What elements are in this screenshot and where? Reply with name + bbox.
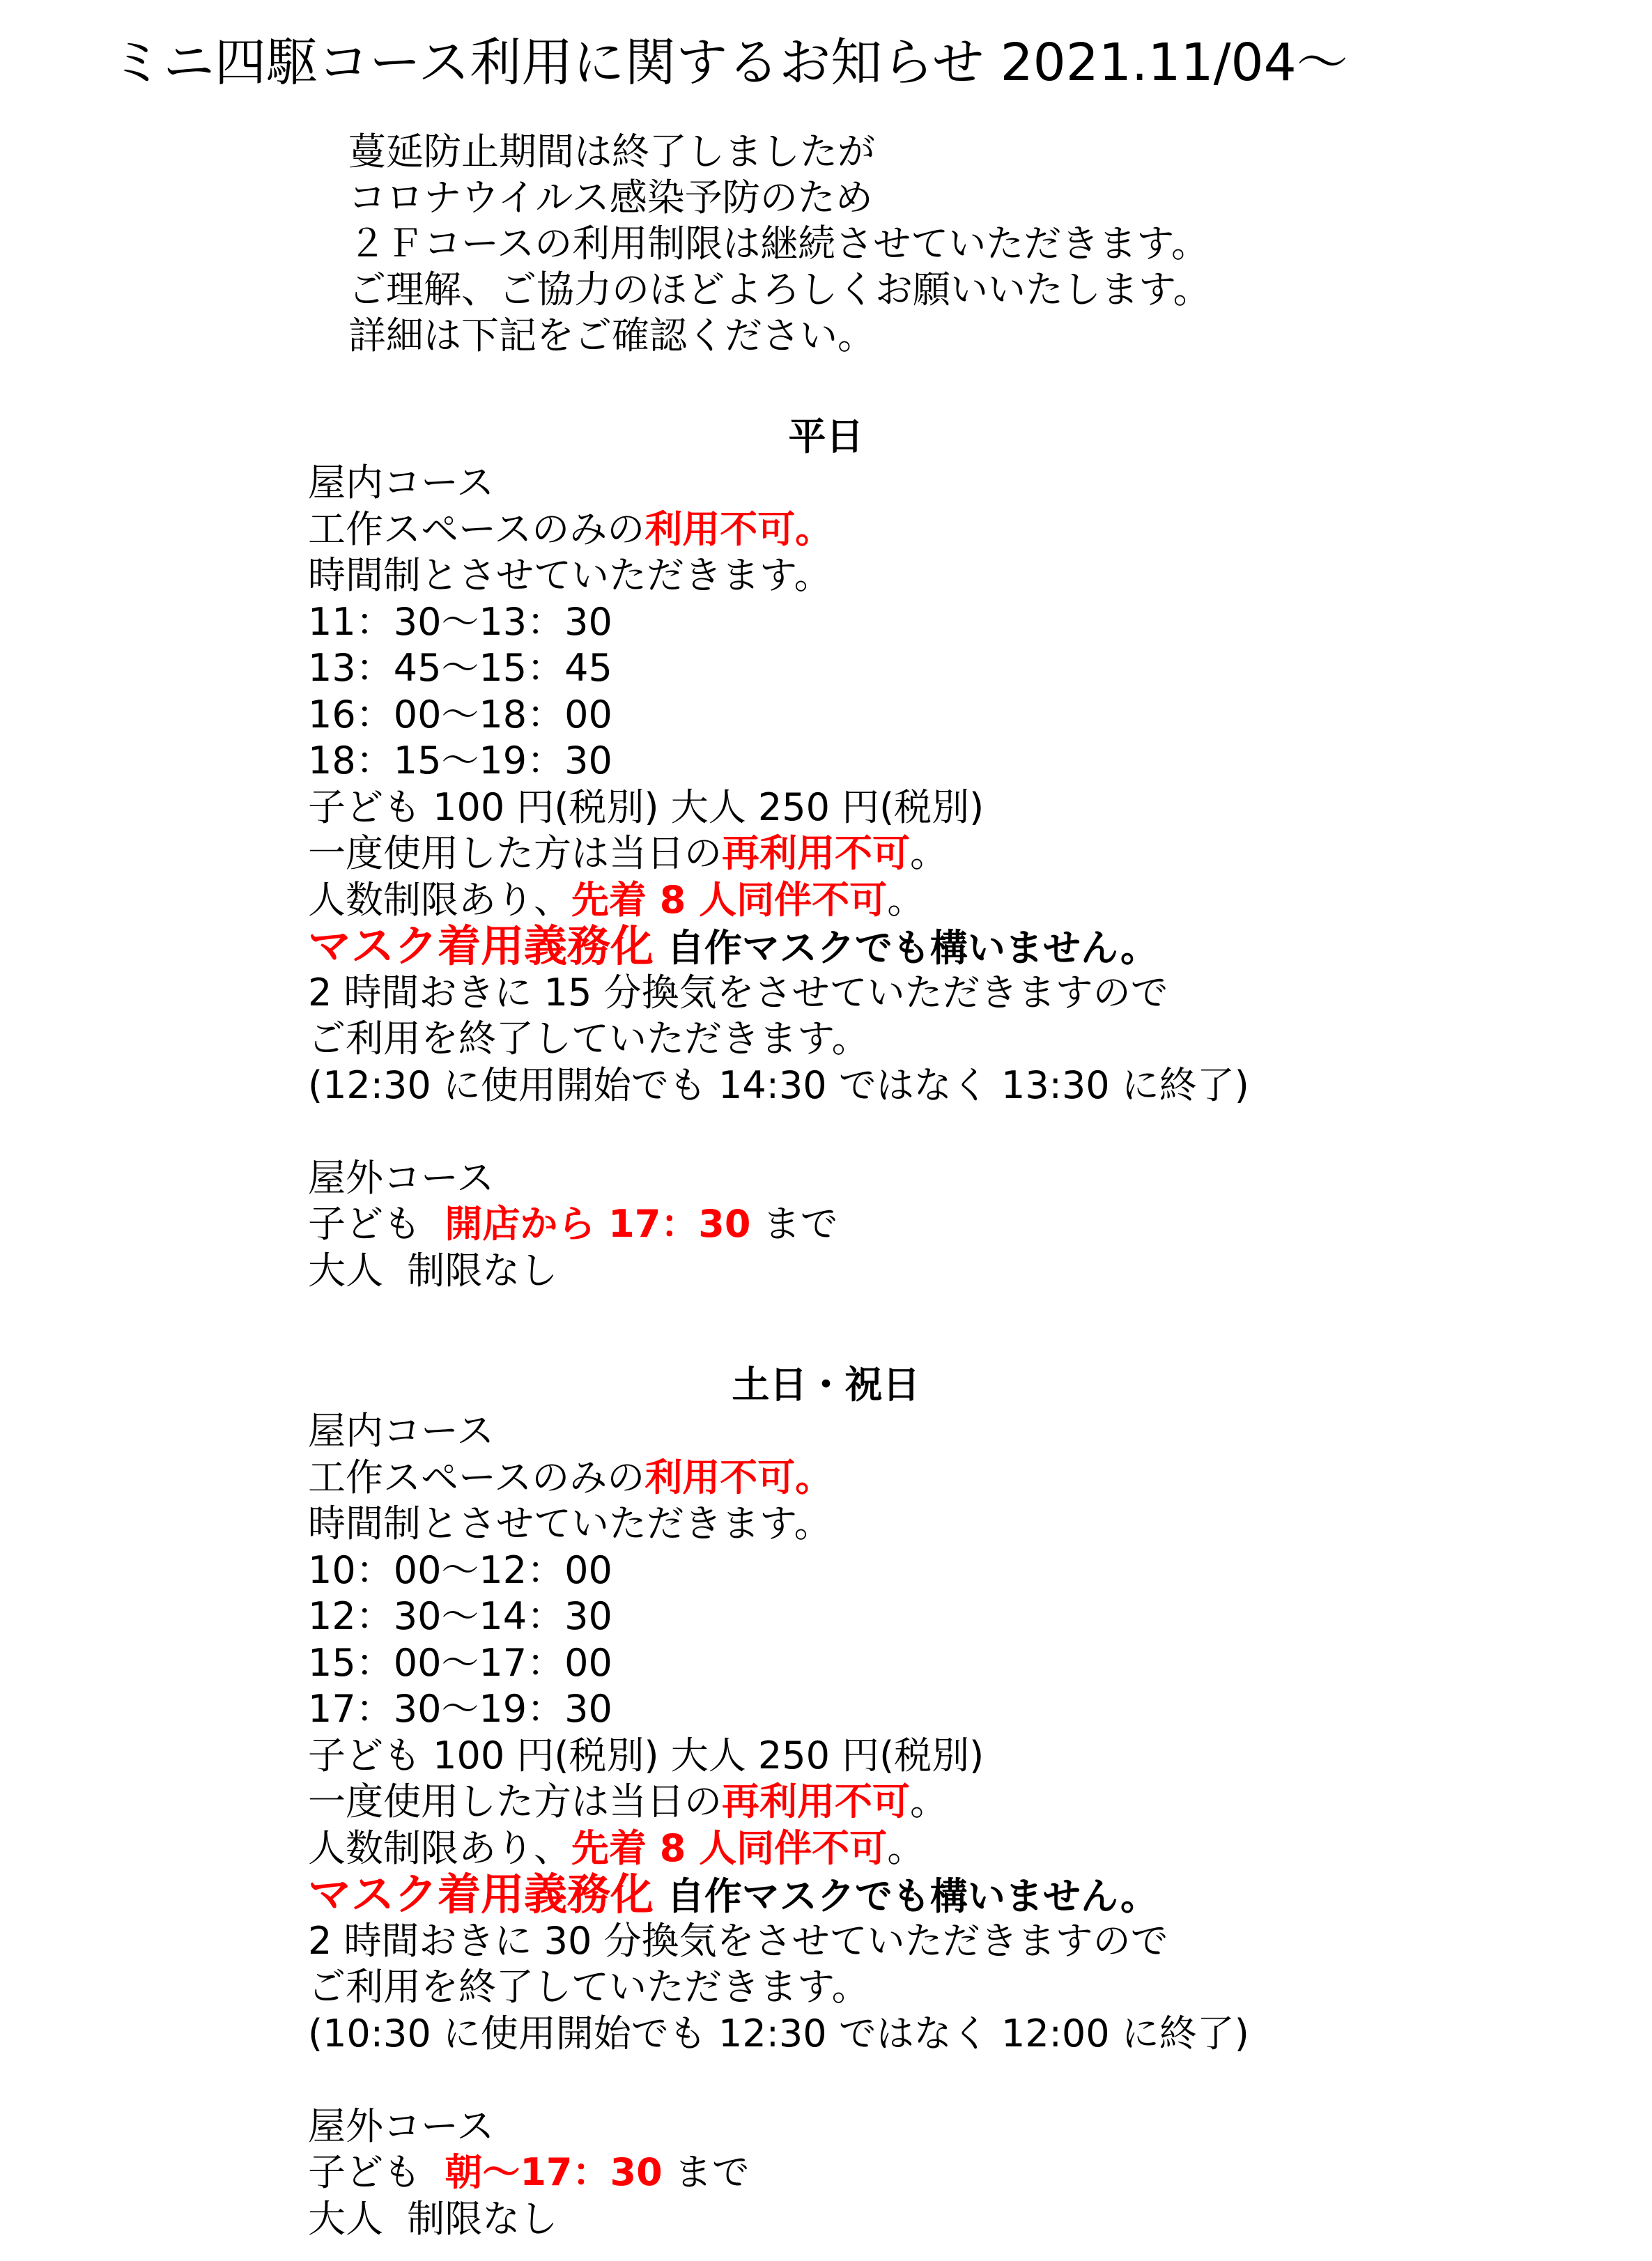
capacity-notice [308, 877, 1249, 924]
workspace-notice [308, 1455, 1249, 1502]
ventilation-notice: 2 時間おきに 30 分換気をさせていただきますので [308, 1918, 1168, 1963]
ventilation-notice: ご利用を終了していただきます。 [308, 1017, 870, 1060]
reuse-notice [308, 1779, 1249, 1826]
time-slot: 13：45～15：45 [308, 646, 612, 690]
child-suffix: まで [662, 2150, 750, 2194]
reuse-notice [308, 831, 1249, 877]
outdoor-adult: 大人 制限なし [308, 1248, 558, 1292]
capacity-limit: 先着 8 人同伴不可 [571, 1826, 888, 1870]
mask-notice [308, 1869, 1249, 1920]
time-slot: 18：15～19：30 [308, 739, 612, 782]
reuse-suffix: 。 [910, 831, 948, 875]
price: 子ども 100 円(税別) 大人 250 円(税別) [308, 1733, 985, 1777]
ventilation-notice: 2 時間おきに 15 分換気をさせていただきますので [308, 970, 1168, 1014]
intro-text [348, 129, 1211, 359]
mask-note: 自作マスクでも構いません。 [654, 1874, 1159, 1918]
capacity-notice [308, 1826, 1249, 1872]
outdoor-child [308, 1201, 1249, 1248]
ventilation-notice: ご利用を終了していただきます。 [308, 1965, 870, 2009]
reuse-text: 一度使用した方は当日の [308, 831, 722, 875]
time-slot: 12：30～14：30 [308, 1594, 612, 1638]
mask-notice [308, 920, 1249, 971]
weekday-section [308, 460, 1249, 1294]
outdoor-child [308, 2150, 1249, 2196]
intro-line: 蔓延防止期間は終了しましたが [348, 130, 875, 173]
indoor-course-label: 屋内コース [308, 1409, 495, 1453]
time-slot: 11：30～13：30 [308, 599, 612, 644]
outdoor-course-label: 屋外コース [308, 1155, 495, 1200]
capacity-suffix: 。 [887, 877, 925, 922]
outdoor-course-label: 屋外コース [308, 2104, 495, 2148]
reuse-text: 一度使用した方は当日の [308, 1780, 722, 1823]
time-slot: 15：00～17：00 [308, 1640, 612, 1685]
ventilation-example: (12:30 に使用開始でも 14:30 ではなく 13:30 に終了) [308, 1063, 1249, 1107]
intro-line: コロナウイルス感染予防のため [348, 176, 873, 219]
capacity-suffix: 。 [887, 1826, 925, 1870]
capacity-text: 人数制限あり、 [308, 1826, 571, 1870]
weekend-section [308, 1408, 1249, 2242]
reuse-unavailable: 再利用不可 [722, 831, 910, 875]
time-slot: 10：00～12：00 [308, 1548, 612, 1592]
child-text: 子ども [308, 1202, 445, 1246]
weekday-heading: 平日 [788, 415, 864, 458]
child-hours: 朝～17：30 [445, 2150, 663, 2194]
child-suffix: まで [750, 1202, 838, 1246]
timed-notice: 時間制とさせていただきます。 [308, 1502, 832, 1545]
workspace-unavailable: 利用不可。 [644, 507, 833, 551]
outdoor-adult: 大人 制限なし [308, 2196, 558, 2241]
reuse-unavailable: 再利用不可 [722, 1780, 910, 1823]
mask-required: マスク着用義務化 [308, 920, 654, 971]
intro-line: ２Ｆコースの利用制限は継続させていただきます。 [348, 222, 1209, 265]
capacity-limit: 先着 8 人同伴不可 [571, 877, 888, 922]
workspace-notice [308, 507, 1249, 553]
ventilation-example: (10:30 に使用開始でも 12:30 ではなく 12:00 に終了) [308, 2011, 1249, 2055]
mask-note: 自作マスクでも構いません。 [654, 926, 1159, 970]
capacity-text: 人数制限あり、 [308, 877, 571, 922]
intro-line: 詳細は下記をご確認ください。 [348, 314, 875, 357]
workspace-text: 工作スペースのみの [308, 1455, 645, 1499]
workspace-unavailable: 利用不可。 [644, 1455, 833, 1499]
weekend-heading: 土日・祝日 [732, 1363, 920, 1407]
mask-required: マスク着用義務化 [308, 1869, 654, 1920]
child-hours: 開店から 17：30 [445, 1202, 751, 1246]
intro-line: ご理解、ご協力のほどよろしくお願いいたします。 [348, 268, 1211, 311]
reuse-suffix: 。 [910, 1780, 948, 1823]
time-slot: 17：30～19：30 [308, 1687, 612, 1731]
time-slot: 16：00～18：00 [308, 692, 612, 736]
price: 子ども 100 円(税別) 大人 250 円(税別) [308, 785, 985, 829]
workspace-text: 工作スペースのみの [308, 507, 645, 551]
child-text: 子ども [308, 2150, 445, 2194]
timed-notice: 時間制とさせていただきます。 [308, 553, 832, 597]
page-title: ミニ四駆コース利用に関するお知らせ 2021.11/04～ [111, 33, 1348, 93]
indoor-course-label: 屋内コース [308, 461, 495, 504]
